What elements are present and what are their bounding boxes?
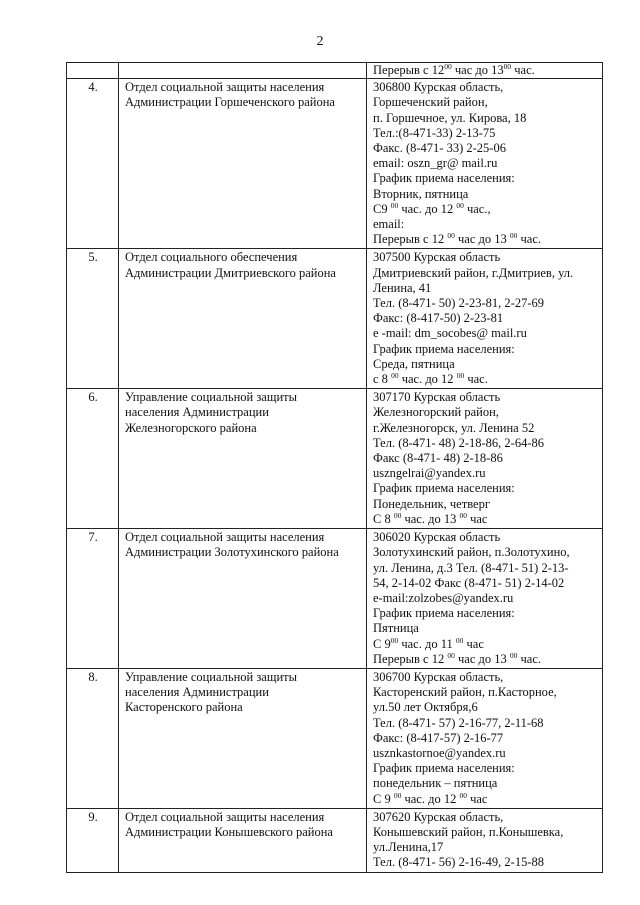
address-line: Золотухинский район, п.Золотухино, [373, 545, 570, 560]
table-row [67, 79, 603, 249]
office-name-line: Администрации Горшеченского района [125, 95, 335, 110]
schedule-break: Перерыв с 12 $^{00}$ час до 13 $^{00}$ час. [373, 650, 541, 666]
address-line: Тел. (8-471- 56) 2-16-49, 2-15-88 [373, 855, 544, 870]
offices-table [66, 62, 603, 873]
address-line: 306020 Курская область [373, 530, 501, 545]
address-line: ул.50 лет Октября,6 [373, 700, 478, 715]
office-name-line: Администрации Конышевского района [125, 824, 333, 839]
cell-address [367, 668, 603, 808]
address-line: 307170 Курская область [373, 390, 501, 405]
office-name-line: населения Администрации [125, 685, 269, 700]
address-line: 54, 2-14-02 Факс (8-471- 51) 2-14-02 [373, 575, 565, 590]
reception-hours: С9 $^{00}$ час. до 12 $^{00}$ час., [373, 200, 491, 216]
address-line: График приема населения: [373, 171, 515, 186]
cell-address [367, 808, 603, 872]
address-line: г.Железногорск, ул. Ленина 52 [373, 420, 535, 435]
address-line: Тел. (8-471- 48) 2-18-86, 2-64-86 [373, 435, 544, 450]
address-line: Ленина, 41 [373, 280, 432, 295]
cell-num: 4. [67, 79, 119, 249]
address-line: ул.Ленина,17 [373, 840, 444, 855]
cell-name [119, 668, 367, 808]
cell-name [119, 389, 367, 529]
address-line: Среда, пятница [373, 356, 455, 371]
address-line: Конышевский район, п.Конышевка, [373, 824, 564, 839]
cell-name [119, 249, 367, 389]
reception-hours: С $9^{00}$ час. до 11 $^{00}$ час [373, 635, 484, 651]
address-line: График приема населения: [373, 481, 515, 496]
office-name-line: Железногорского района [125, 420, 257, 435]
address-line: понедельник – пятница [373, 776, 498, 791]
address-line: usznkastornoe@yandex.ru [373, 745, 506, 760]
reception-hours: С 8 $^{00}$ час. до 13 $^{00}$ час [373, 510, 488, 526]
office-name-line: Администрации Золотухинского района [125, 545, 339, 560]
address-line: email: oszn_gr@ mail.ru [373, 156, 498, 171]
reception-hours: С 9 $^{00}$ час. до 12 $^{00}$ час [373, 790, 488, 806]
address-line: Факс: (8-417-50) 2-23-81 [373, 311, 504, 326]
cell-name [119, 529, 367, 669]
reception-hours: с 8 $^{00}$ час. до 12 $^{00}$ час. [373, 371, 488, 387]
page-number: 2 [316, 34, 324, 49]
cell-address [367, 63, 603, 79]
table-row [67, 389, 603, 529]
address-line: п. Горшечное, ул. Кирова, 18 [373, 110, 527, 125]
address-line: e-mail:zolzobes@yandex.ru [373, 590, 514, 605]
cell-name [119, 79, 367, 249]
cell-name [119, 63, 367, 79]
office-name-line: Управление социальной защиты [125, 390, 298, 405]
schedule-break: Перерыв с 12 $^{00}$ час до 13 $^{00}$ час. [373, 231, 541, 247]
address-line: График приема населения: [373, 606, 515, 621]
address-line: Факс: (8-417-57) 2-16-77 [373, 730, 504, 745]
table-row [67, 668, 603, 808]
address-line: Вторник, пятница [373, 186, 469, 201]
email-label: email: [373, 217, 405, 232]
address-line: Тел. (8-471- 50) 2-23-81, 2-27-69 [373, 296, 544, 311]
schedule-break: Перерыв с $12^{00}$ час до $13^{00}$ час. [373, 62, 535, 77]
address-line: 307500 Курская область [373, 250, 501, 265]
address-line: Пятница [373, 621, 419, 636]
table-row [67, 808, 603, 872]
address-line: 306700 Курская область, [373, 669, 504, 684]
address-line: Касторенский район, п.Касторное, [373, 685, 557, 700]
table-row-continued [67, 63, 603, 79]
office-name-line: Отдел социальной защиты населения [125, 80, 325, 95]
office-name-line: Отдел социальной защиты населения [125, 809, 325, 824]
cell-address [367, 249, 603, 389]
address-line: Тел.:(8-471-33) 2-13-75 [373, 125, 496, 140]
address-line: Факс (8-471- 48) 2-18-86 [373, 451, 503, 466]
address-line: 306800 Курская область, [373, 80, 504, 95]
address-line: Понедельник, четверг [373, 496, 490, 511]
address-line: График приема населения: [373, 341, 515, 356]
cell-num: 6. [67, 389, 119, 529]
cell-address [367, 529, 603, 669]
address-line: Железногорский район, [373, 405, 499, 420]
office-name-line: Касторенского района [125, 700, 243, 715]
cell-num [67, 63, 119, 79]
address-line: Горшеченский район, [373, 95, 488, 110]
cell-num: 8. [67, 668, 119, 808]
address-line: Тел. (8-471- 57) 2-16-77, 2-11-68 [373, 715, 544, 730]
table-row [67, 249, 603, 389]
address-line: uszngelrai@yandex.ru [373, 466, 486, 481]
cell-name [119, 808, 367, 872]
cell-num: 7. [67, 529, 119, 669]
office-name-line: Администрации Дмитриевского района [125, 265, 336, 280]
cell-num: 5. [67, 249, 119, 389]
office-name-line: населения Администрации [125, 405, 269, 420]
office-name-line: Управление социальной защиты [125, 669, 298, 684]
cell-num: 9. [67, 808, 119, 872]
office-name-line: Отдел социального обеспечения [125, 250, 298, 265]
address-line: Факс. (8-471- 33) 2-25-06 [373, 141, 506, 156]
address-line: e -mail: dm_socobes@ mail.ru [373, 326, 527, 341]
address-line: ул. Ленина, д.3 Тел. (8-471- 51) 2-13- [373, 560, 569, 575]
table-row [67, 529, 603, 669]
address-line: Дмитриевский район, г.Дмитриев, ул. [373, 265, 574, 280]
address-line: График приема населения: [373, 761, 515, 776]
cell-address [367, 389, 603, 529]
office-name-line: Отдел социальной защиты населения [125, 530, 325, 545]
cell-address [367, 79, 603, 249]
address-line: 307620 Курская область, [373, 809, 504, 824]
